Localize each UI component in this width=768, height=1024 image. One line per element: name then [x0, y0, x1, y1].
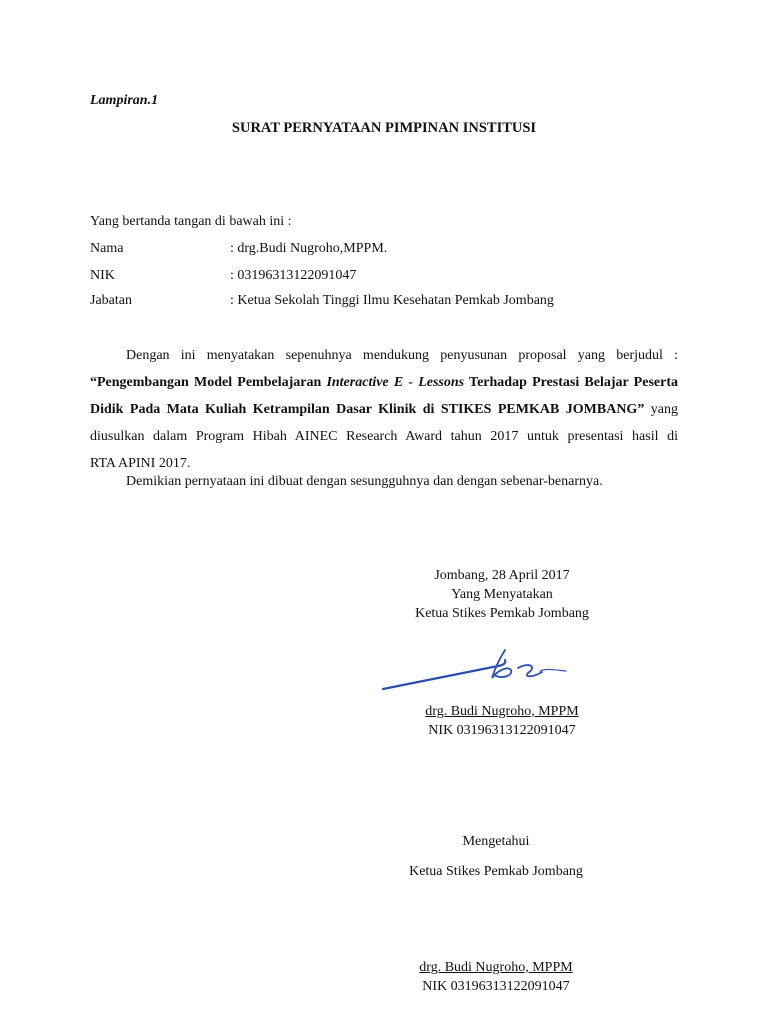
field-label: Nama	[90, 241, 124, 256]
statement-line-4: diusulkan dalam Program Hibah AINEC Research Award tahun 2017 untuk presentasi hasil di	[90, 429, 678, 444]
acknowledger-position-block	[372, 862, 620, 881]
proposal-title-part-2: Terhadap Prestasi Belajar Peserta	[464, 375, 678, 390]
statement-title-line-2	[90, 396, 678, 423]
field-row-jabatan	[90, 293, 554, 309]
signature-block-acknowledger	[372, 832, 620, 851]
acknowledger-name: drg. Budi Nugroho, MPPM	[419, 960, 573, 975]
intro-text: Yang bertanda tangan di bawah ini :	[90, 214, 292, 229]
signatory-nik: NIK 03196313122091047	[428, 723, 576, 738]
field-label: NIK	[90, 268, 115, 283]
signature-block-declarant	[378, 566, 626, 623]
signatory-name: drg. Budi Nugroho, MPPM	[425, 704, 579, 719]
document-title: SURAT PERNYATAAN PIMPINAN INSTITUSI	[231, 120, 537, 136]
acknowledger-nik: NIK 03196313122091047	[422, 979, 570, 994]
statement-lead: Dengan ini menyatakan sepenuhnya mendukung penyusunan proposal yang berjudul :	[126, 348, 678, 363]
position-line: Ketua Stikes Pemkab Jombang	[415, 606, 589, 621]
field-row-nama	[90, 241, 387, 257]
field-label: Jabatan	[90, 293, 132, 308]
field-value: : Ketua Sekolah Tinggi Ilmu Kesehatan Pemkab Jombang	[230, 293, 554, 308]
closing-text: Demikian pernyataan ini dibuat dengan sesungguhnya dan dengan sebenar-benarnya.	[126, 474, 603, 489]
field-value: : drg.Budi Nugroho,MPPM.	[230, 241, 388, 256]
statement-title-line-1	[90, 369, 678, 396]
statement-after-title: yang	[644, 402, 678, 417]
statement-paragraph	[90, 342, 678, 477]
appendix-label: Lampiran.1	[90, 93, 159, 108]
place-date: Jombang, 28 April 2017	[434, 568, 570, 583]
acknowledger-name-block	[372, 958, 620, 996]
handwritten-signature	[378, 644, 578, 694]
acknowledger-position: Ketua Stikes Pemkab Jombang	[409, 864, 583, 879]
statement-line-5: RTA APINI 2017.	[90, 456, 191, 471]
field-value: : 03196313122091047	[230, 268, 357, 283]
acknowledge-label: Mengetahui	[462, 834, 530, 849]
proposal-title-italic: Interactive E - Lessons	[326, 375, 465, 390]
proposal-title-part-3: Didik Pada Mata Kuliah Ketrampilan Dasar Klinik di STIKES PEMKAB JOMBANG”	[90, 402, 645, 417]
proposal-title-part-1: “Pengembangan Model Pembelajaran	[90, 375, 327, 390]
role-line: Yang Menyatakan	[451, 587, 553, 602]
field-row-nik	[90, 268, 356, 284]
signature-block-declarant-name	[378, 702, 626, 740]
